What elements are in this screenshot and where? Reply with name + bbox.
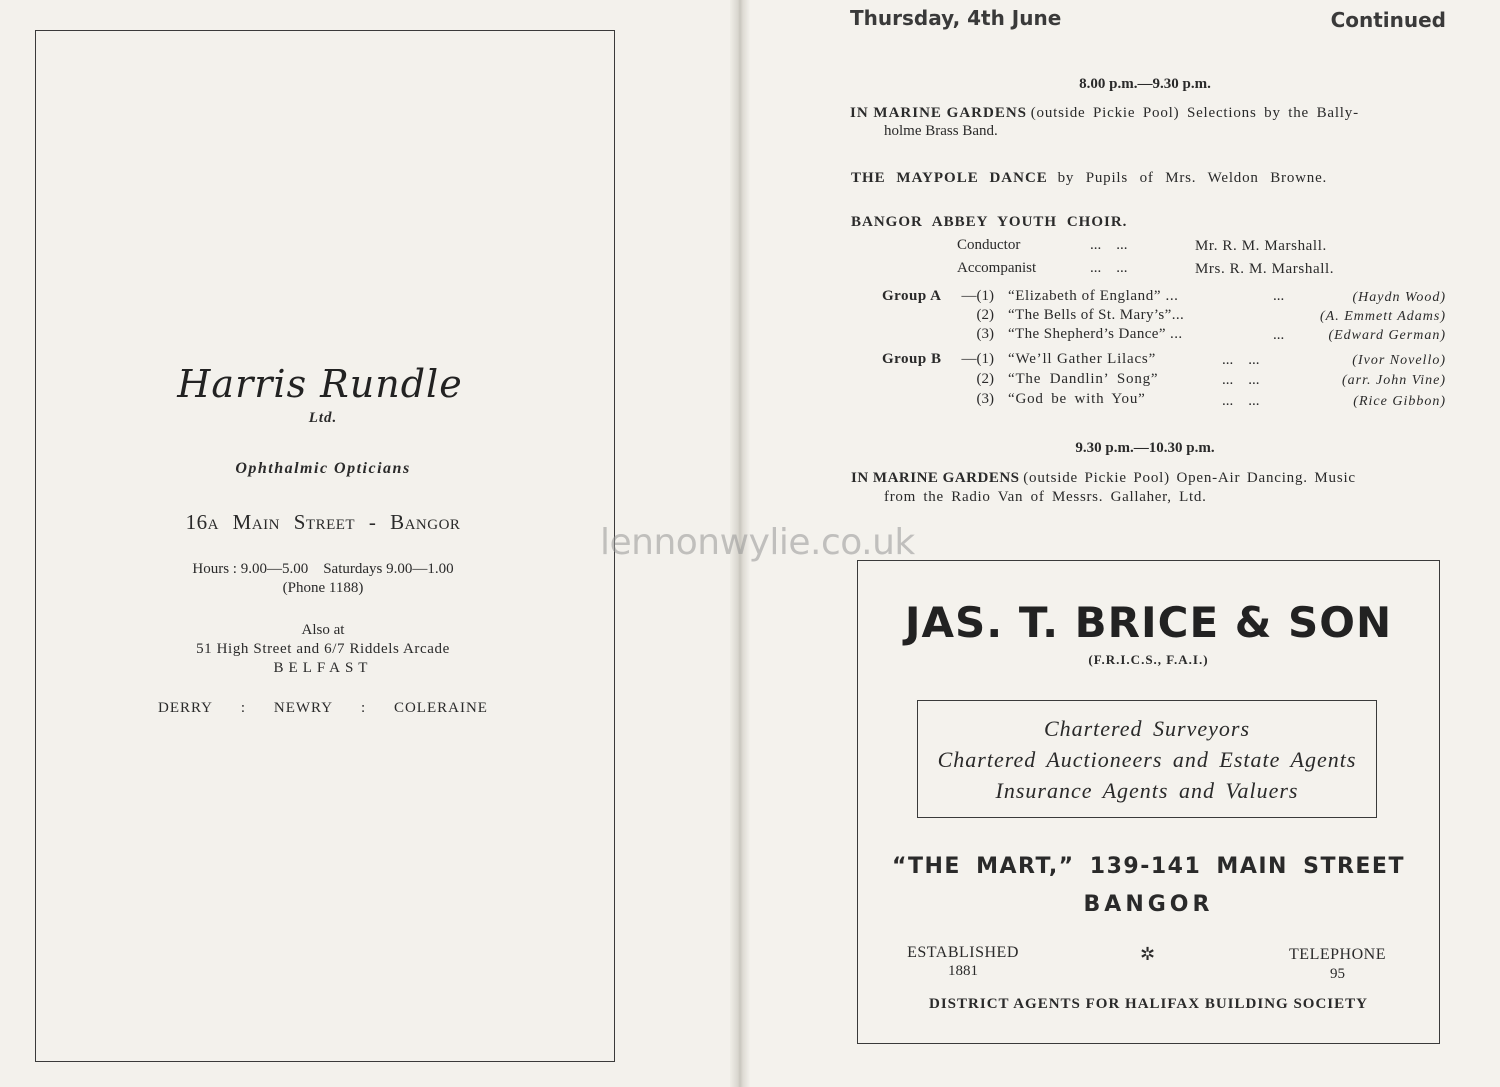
harris-rundle-advert-frame: [35, 30, 615, 1062]
town-separator: :: [360, 700, 367, 716]
town-newry: NEWRY: [273, 700, 334, 716]
leader-dots: ... ...: [1222, 352, 1260, 368]
item-description: (outside Pickie Pool) Open-Air Dancing. Music: [1023, 470, 1356, 486]
programme-item-choir: [851, 213, 1127, 231]
advert-phone: (Phone 1188): [282, 580, 364, 596]
conductor-name: Mr. R. M. Marshall.: [1195, 238, 1327, 254]
song-title: “We’ll Gather Lilacs”: [1008, 351, 1157, 367]
item-venue: IN MARINE GARDENS: [850, 105, 1028, 121]
advert-belfast: BELFAST: [273, 660, 373, 676]
group-a-label: Group A: [882, 288, 942, 304]
advert-company-name: Harris Rundle: [177, 362, 463, 406]
item-title: THE MAYPOLE DANCE: [851, 170, 1048, 186]
leader-dots: ... ...: [1222, 393, 1260, 409]
song-credit: (Haydn Wood): [1352, 290, 1446, 305]
song-title: “God be with You”: [1008, 391, 1146, 407]
conductor-label: Conductor: [957, 237, 1021, 253]
song-title: “The Shepherd’s Dance” ...: [1008, 326, 1183, 342]
song-credit: (A. Emmett Adams): [1320, 309, 1446, 324]
song-title: “The Dandlin’ Song”: [1008, 371, 1159, 387]
advert-company-suffix: Ltd.: [308, 410, 338, 426]
group-b-label: Group B: [882, 351, 942, 367]
telephone-number: 95: [1330, 966, 1345, 982]
leader-dots: ... ...: [1090, 260, 1128, 276]
leader-dots: ... ...: [1222, 372, 1260, 388]
advert-belfast-address: 51 High Street and 6/7 Riddels Arcade: [196, 641, 450, 657]
watermark: lennonwylie.co.uk: [600, 522, 915, 563]
ornament-icon: ✲: [1140, 944, 1156, 964]
leader-dots: ...: [1273, 288, 1285, 304]
song-credit: (arr. John Vine): [1342, 373, 1446, 388]
advert-hours: Hours : 9.00—5.00 Saturdays 9.00—1.00: [192, 561, 454, 577]
advert-address: “THE MART,” 139-141 MAIN STREET: [892, 854, 1405, 879]
advert-agents-line: DISTRICT AGENTS FOR HALIFAX BUILDING SOCIETY: [929, 996, 1368, 1012]
advert-company-name: JAS. T. BRICE & SON: [904, 598, 1393, 647]
telephone-label: TELEPHONE: [1289, 946, 1386, 963]
item-description-cont: from the Radio Van of Messrs. Gallaher, Ltd.: [884, 489, 1207, 505]
song-number: (2): [976, 371, 994, 387]
item-venue: IN MARINE GARDENS: [851, 470, 1020, 486]
item-description: (outside Pickie Pool) Selections by the Bally-: [1030, 105, 1359, 121]
programme-item-brass-band: [850, 104, 1446, 122]
advert-tagline: Ophthalmic Opticians: [235, 460, 411, 477]
song-number: (3): [976, 391, 994, 407]
leader-dots: ... ...: [1090, 237, 1128, 253]
song-credit: (Rice Gibbon): [1353, 394, 1446, 409]
item-description-cont: holme Brass Band.: [884, 123, 998, 139]
service-line: Insurance Agents and Valuers: [995, 778, 1299, 803]
programme-item-dancing: [851, 469, 1447, 487]
accompanist-label: Accompanist: [957, 260, 1037, 276]
service-line: Chartered Surveyors: [1043, 716, 1251, 741]
song-title: “The Bells of St. Mary’s”...: [1008, 307, 1185, 323]
song-title: “Elizabeth of England” ...: [1008, 288, 1179, 304]
song-credit: (Ivor Novello): [1352, 353, 1446, 368]
programme-continued-label: Continued: [1330, 8, 1446, 32]
advert-towns: [158, 700, 488, 717]
time-slot-heading: 9.30 p.m.—10.30 p.m.: [1075, 440, 1215, 456]
advert-qualifications: (F.R.I.C.S., F.A.I.): [1088, 652, 1209, 667]
advert-address: 16a Main Street - Bangor: [185, 510, 461, 534]
town-coleraine: COLERAINE: [393, 700, 488, 716]
song-credit: (Edward German): [1328, 328, 1446, 343]
town-derry: DERRY: [158, 700, 214, 716]
accompanist-name: Mrs. R. M. Marshall.: [1195, 261, 1335, 277]
service-line: Chartered Auctioneers and Estate Agents: [937, 747, 1357, 772]
item-title: BANGOR ABBEY YOUTH CHOIR.: [851, 214, 1128, 230]
programme-item-maypole: [851, 169, 1411, 187]
programme-date-heading: Thursday, 4th June: [850, 6, 1062, 30]
song-number: —(1): [961, 288, 994, 304]
established-label: ESTABLISHED: [907, 944, 1019, 961]
song-number: —(1): [961, 351, 994, 367]
advert-also-at: Also at: [301, 622, 345, 638]
item-description: by Pupils of Mrs. Weldon Browne.: [1057, 170, 1328, 186]
leader-dots: ...: [1273, 327, 1285, 343]
town-separator: :: [240, 700, 247, 716]
time-slot-heading: 8.00 p.m.—9.30 p.m.: [1079, 76, 1211, 92]
established-year: 1881: [948, 963, 978, 979]
advert-town: BANGOR: [1083, 892, 1214, 917]
song-number: (3): [976, 326, 994, 342]
song-number: (2): [976, 307, 994, 323]
